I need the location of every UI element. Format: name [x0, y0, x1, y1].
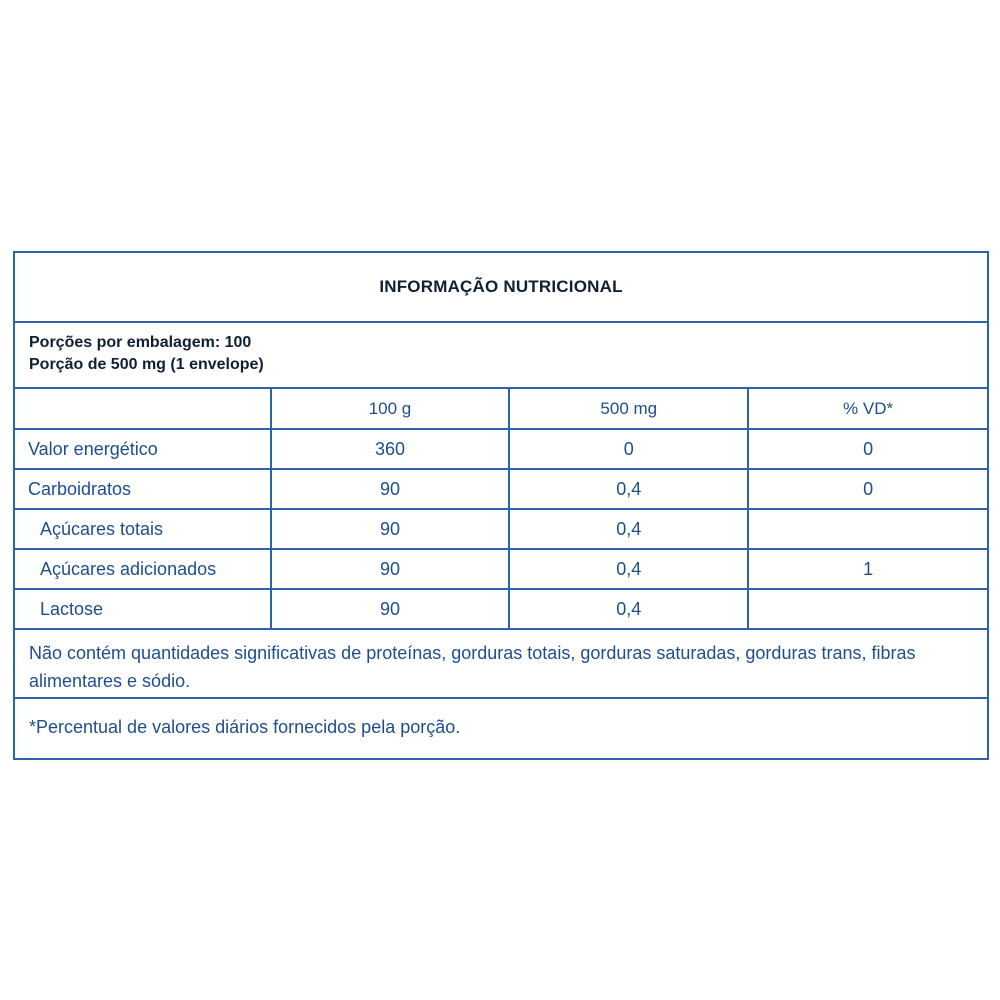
nutrient-per-100g: 90	[271, 549, 510, 589]
table-row	[15, 509, 987, 549]
vd-footnote: *Percentual de valores diários fornecidos pela porção.	[29, 717, 461, 737]
table-row	[15, 469, 987, 509]
nutrient-name: Açúcares totais	[15, 509, 271, 549]
nutrient-vd: 1	[748, 549, 987, 589]
panel-title-row	[15, 253, 987, 323]
nutrient-vd	[748, 509, 987, 549]
nutrient-per-100g: 360	[271, 429, 510, 469]
nutrient-per-portion: 0,4	[509, 509, 748, 549]
column-header-100g: 100 g	[271, 389, 510, 429]
nutrient-per-100g: 90	[271, 469, 510, 509]
nutrient-name: Açúcares adicionados	[15, 549, 271, 589]
table-row	[15, 549, 987, 589]
nutrient-vd: 0	[748, 429, 987, 469]
nutrient-per-100g: 90	[271, 509, 510, 549]
not-significant-note: Não contém quantidades significativas de proteínas, gorduras totais, gorduras saturadas, gorduras trans, fibras alimentares e sódio.	[15, 629, 987, 699]
nutrient-per-portion: 0,4	[509, 589, 748, 629]
table-row	[15, 429, 987, 469]
nutrient-per-portion: 0,4	[509, 469, 748, 509]
nutrient-vd	[748, 589, 987, 629]
nutrient-table	[15, 389, 987, 630]
nutrition-facts-panel	[13, 251, 989, 760]
nutrient-vd: 0	[748, 469, 987, 509]
nutrient-per-portion: 0	[509, 429, 748, 469]
panel-title: INFORMAÇÃO NUTRICIONAL	[379, 277, 623, 296]
table-header-row	[15, 389, 987, 429]
serving-info	[15, 323, 987, 389]
portion-size: Porção de 500 mg (1 envelope)	[29, 356, 264, 373]
column-header-name	[15, 389, 271, 429]
portions-per-pack: Porções por embalagem: 100	[29, 334, 252, 351]
nutrient-name: Valor energético	[15, 429, 271, 469]
table-row	[15, 589, 987, 629]
column-header-vd: % VD*	[748, 389, 987, 429]
nutrient-per-100g: 90	[271, 589, 510, 629]
nutrient-name: Lactose	[15, 589, 271, 629]
nutrient-per-portion: 0,4	[509, 549, 748, 589]
nutrient-name: Carboidratos	[15, 469, 271, 509]
column-header-portion: 500 mg	[509, 389, 748, 429]
